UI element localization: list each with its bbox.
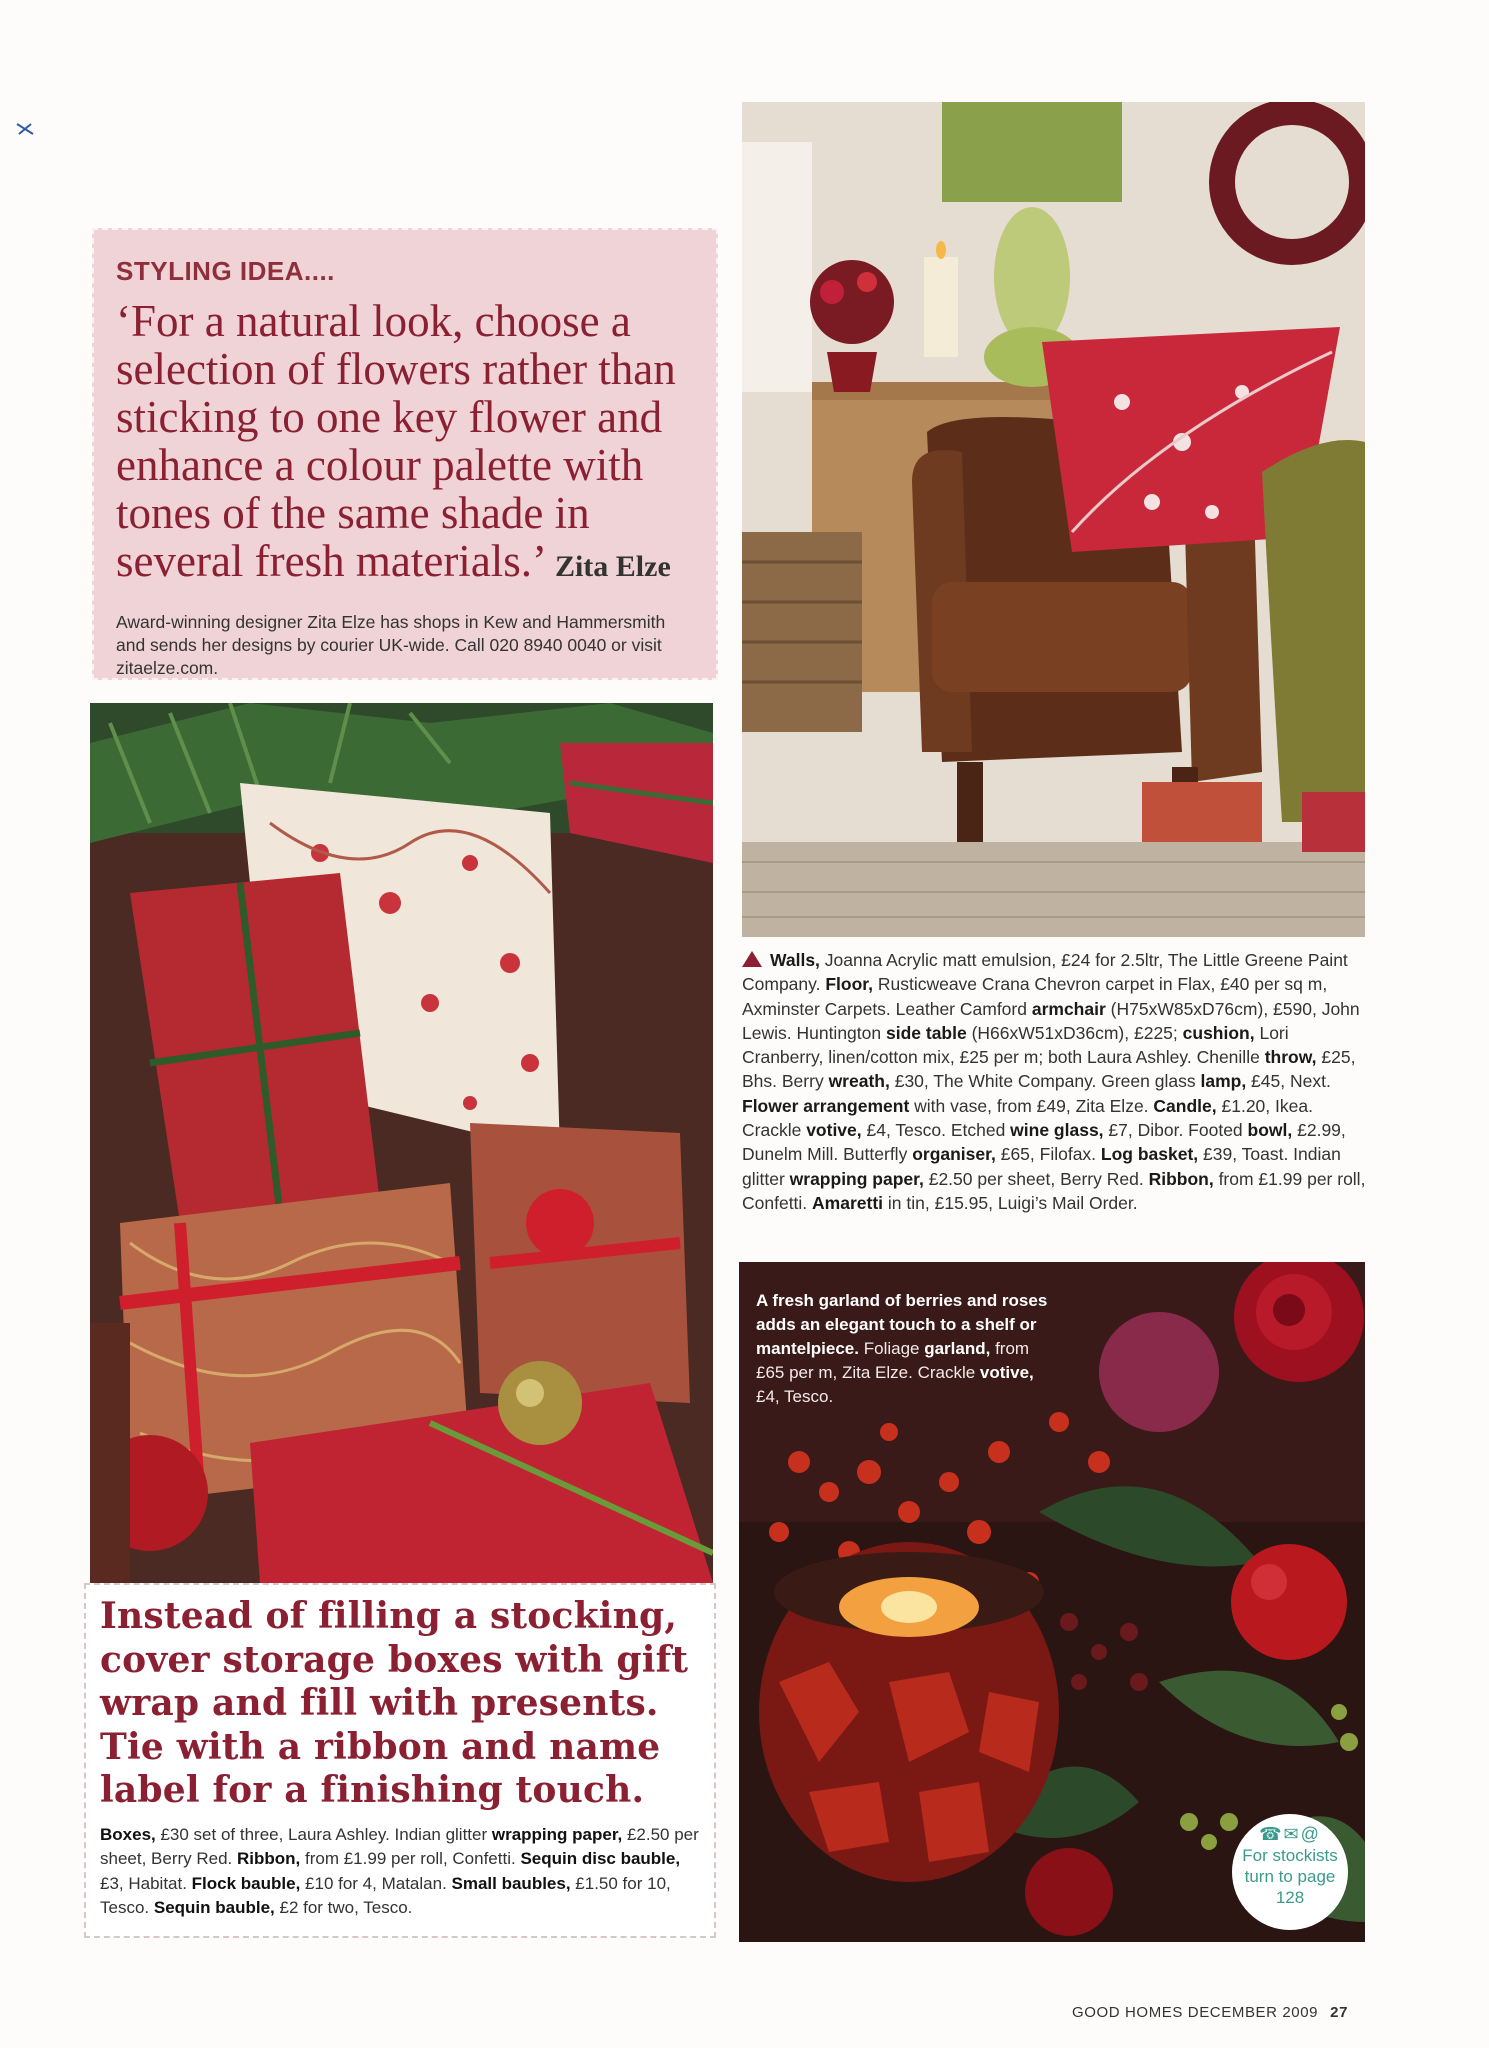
caption-item-name: bowl,	[1247, 1120, 1293, 1141]
styling-idea-box	[92, 228, 718, 680]
caption-item-detail: £1.50 for 10, Tesco.	[100, 1873, 671, 1917]
caption-item-name: wine glass,	[1010, 1120, 1104, 1141]
caption-item-detail: (H66xW51xD36cm), £225;	[966, 1022, 1183, 1043]
caption-item-detail: from £1.99 per roll, Confetti.	[300, 1849, 521, 1868]
caption-item-name: armchair	[1031, 998, 1106, 1019]
caption-item-detail: with vase, from £49, Zita Elze.	[909, 1095, 1154, 1116]
caption-item-detail: £39, Toast. Indian glitter	[742, 1144, 1341, 1189]
caption-item-name: wrapping paper,	[789, 1168, 924, 1189]
gift-headline: Instead of filling a stocking, cover storage boxes with gift wrap and fill with presents. Tie with a ribbon and name label for a finishing touch.	[100, 1595, 689, 1811]
caption-item-name: garland,	[924, 1339, 991, 1358]
page-folio	[1072, 2004, 1348, 2021]
caption-item-name: throw,	[1264, 1047, 1317, 1068]
caption-item-detail: £25, Bhs. Berry	[742, 1047, 1356, 1092]
folio-label: GOOD HOMES DECEMBER 2009	[1072, 2004, 1319, 2021]
phone-icon: ☎	[1259, 1824, 1284, 1844]
caption-item-detail: £2.99, Dunelm Mill. Butterfly	[742, 1120, 1346, 1165]
at-icon: @	[1300, 1824, 1321, 1844]
caption-item-name: Log basket,	[1100, 1144, 1199, 1165]
caption-item-detail: £45, Next.	[1246, 1071, 1331, 1092]
envelope-icon: ✉	[1283, 1824, 1301, 1844]
designer-description: Award-winning designer Zita Elze has shops in Kew and Hammersmith and sends her designs by courier UK-wide. Call 020 8940 0040 or visit zitaelze.com.	[116, 612, 666, 678]
caption-item-detail: £4, Tesco. Etched	[861, 1120, 1011, 1141]
caption-item-detail: Foliage	[863, 1339, 925, 1358]
armchair-caption	[742, 948, 1366, 1215]
caption-item-detail: from £65 per m, Zita Elze. Crackle	[756, 1339, 1030, 1382]
crop-mark-icon	[14, 118, 36, 140]
gift-caption	[100, 1823, 700, 1921]
caption-item-detail: £2.50 per sheet, Berry Red.	[923, 1168, 1149, 1189]
caption-item-name: Floor,	[825, 974, 873, 995]
caption-item-name: organiser,	[912, 1144, 996, 1165]
caption-item-detail: Rusticweave Crana Chevron carpet in Flax, £40 per sq m, Axminster Carpets. Leather Camford	[742, 974, 1328, 1019]
caption-item-name: Flock bauble,	[191, 1873, 301, 1893]
caption-item-name: cushion,	[1182, 1022, 1255, 1043]
stockists-badge	[1232, 1814, 1348, 1930]
caption-item-name: Boxes,	[100, 1824, 156, 1844]
caption-item-name: Walls,	[770, 950, 820, 970]
caption-item-detail: £30 set of three, Laura Ashley. Indian glitter	[155, 1824, 492, 1844]
caption-item-name: Ribbon,	[237, 1849, 301, 1868]
triangle-pointer-icon	[742, 951, 762, 967]
caption-item-name: Amaretti	[812, 1192, 884, 1213]
stockists-text: For stockists turn to page 128	[1242, 1846, 1338, 1907]
caption-item-name: Ribbon,	[1148, 1168, 1214, 1189]
styling-kicker: STYLING IDEA....	[116, 256, 335, 286]
caption-item-detail: £30, The White Company. Green glass	[889, 1071, 1201, 1092]
quote-author: Zita Elze	[554, 550, 671, 583]
caption-item-detail: from £1.99 per roll, Confetti.	[742, 1168, 1366, 1213]
caption-item-detail: £7, Dibor. Footed	[1103, 1120, 1248, 1141]
caption-item-name: Sequin disc bauble,	[520, 1849, 681, 1868]
caption-item-name: lamp,	[1200, 1071, 1247, 1092]
caption-item-name: wrapping paper,	[491, 1824, 623, 1844]
caption-item-detail: (H75xW85xD76cm), £590, John Lewis. Huntington	[742, 998, 1360, 1043]
caption-item-detail: Joanna Acrylic matt emulsion, £24 for 2.5ltr, The Little Greene Paint Company.	[742, 950, 1348, 995]
contact-icons	[1232, 1824, 1348, 1845]
caption-item-detail: £3, Habitat.	[100, 1873, 192, 1893]
page-number: 27	[1330, 2004, 1349, 2021]
caption-item-name: Sequin bauble,	[153, 1898, 275, 1917]
caption-item-detail: £1.20, Ikea. Crackle	[742, 1095, 1313, 1141]
caption-item-name: Flower arrangement	[742, 1095, 910, 1116]
armchair-caption-text	[742, 950, 1365, 1213]
caption-item-name: Candle,	[1153, 1095, 1217, 1116]
caption-item-detail: £2.50 per sheet, Berry Red.	[100, 1824, 699, 1868]
gift-idea-box	[84, 1583, 716, 1938]
caption-item-name: votive,	[806, 1120, 862, 1141]
caption-item-detail: Lori Cranberry, linen/cotton mix, £25 per m; both Laura Ashley. Chenille	[742, 1022, 1289, 1068]
styling-quote	[116, 297, 694, 591]
caption-item-name: side table	[885, 1022, 967, 1043]
quote-text: ‘For a natural look, choose a selection of flowers rather than sticking to one key flower and enhance a colour palette with tones of the same shade in several fresh materials.’	[116, 296, 676, 586]
caption-item-name: Small baubles,	[451, 1873, 571, 1893]
armchair-room-photo	[742, 102, 1365, 937]
garland-caption-lead: A fresh garland of berries and roses adds an elegant touch to a shelf or mantelpiece.	[756, 1291, 1048, 1358]
caption-item-detail: £65, Filofax.	[995, 1144, 1101, 1165]
caption-item-detail: £4, Tesco.	[756, 1387, 834, 1406]
garland-caption	[756, 1289, 1056, 1409]
caption-item-name: wreath,	[828, 1071, 890, 1092]
caption-item-detail: £10 for 4, Matalan.	[300, 1873, 452, 1893]
caption-item-detail: in tin, £15.95, Luigi’s Mail Order.	[883, 1192, 1138, 1213]
caption-item-name: votive,	[979, 1363, 1034, 1382]
gift-boxes-photo	[90, 703, 713, 1583]
caption-item-detail: £2 for two, Tesco.	[274, 1898, 413, 1917]
